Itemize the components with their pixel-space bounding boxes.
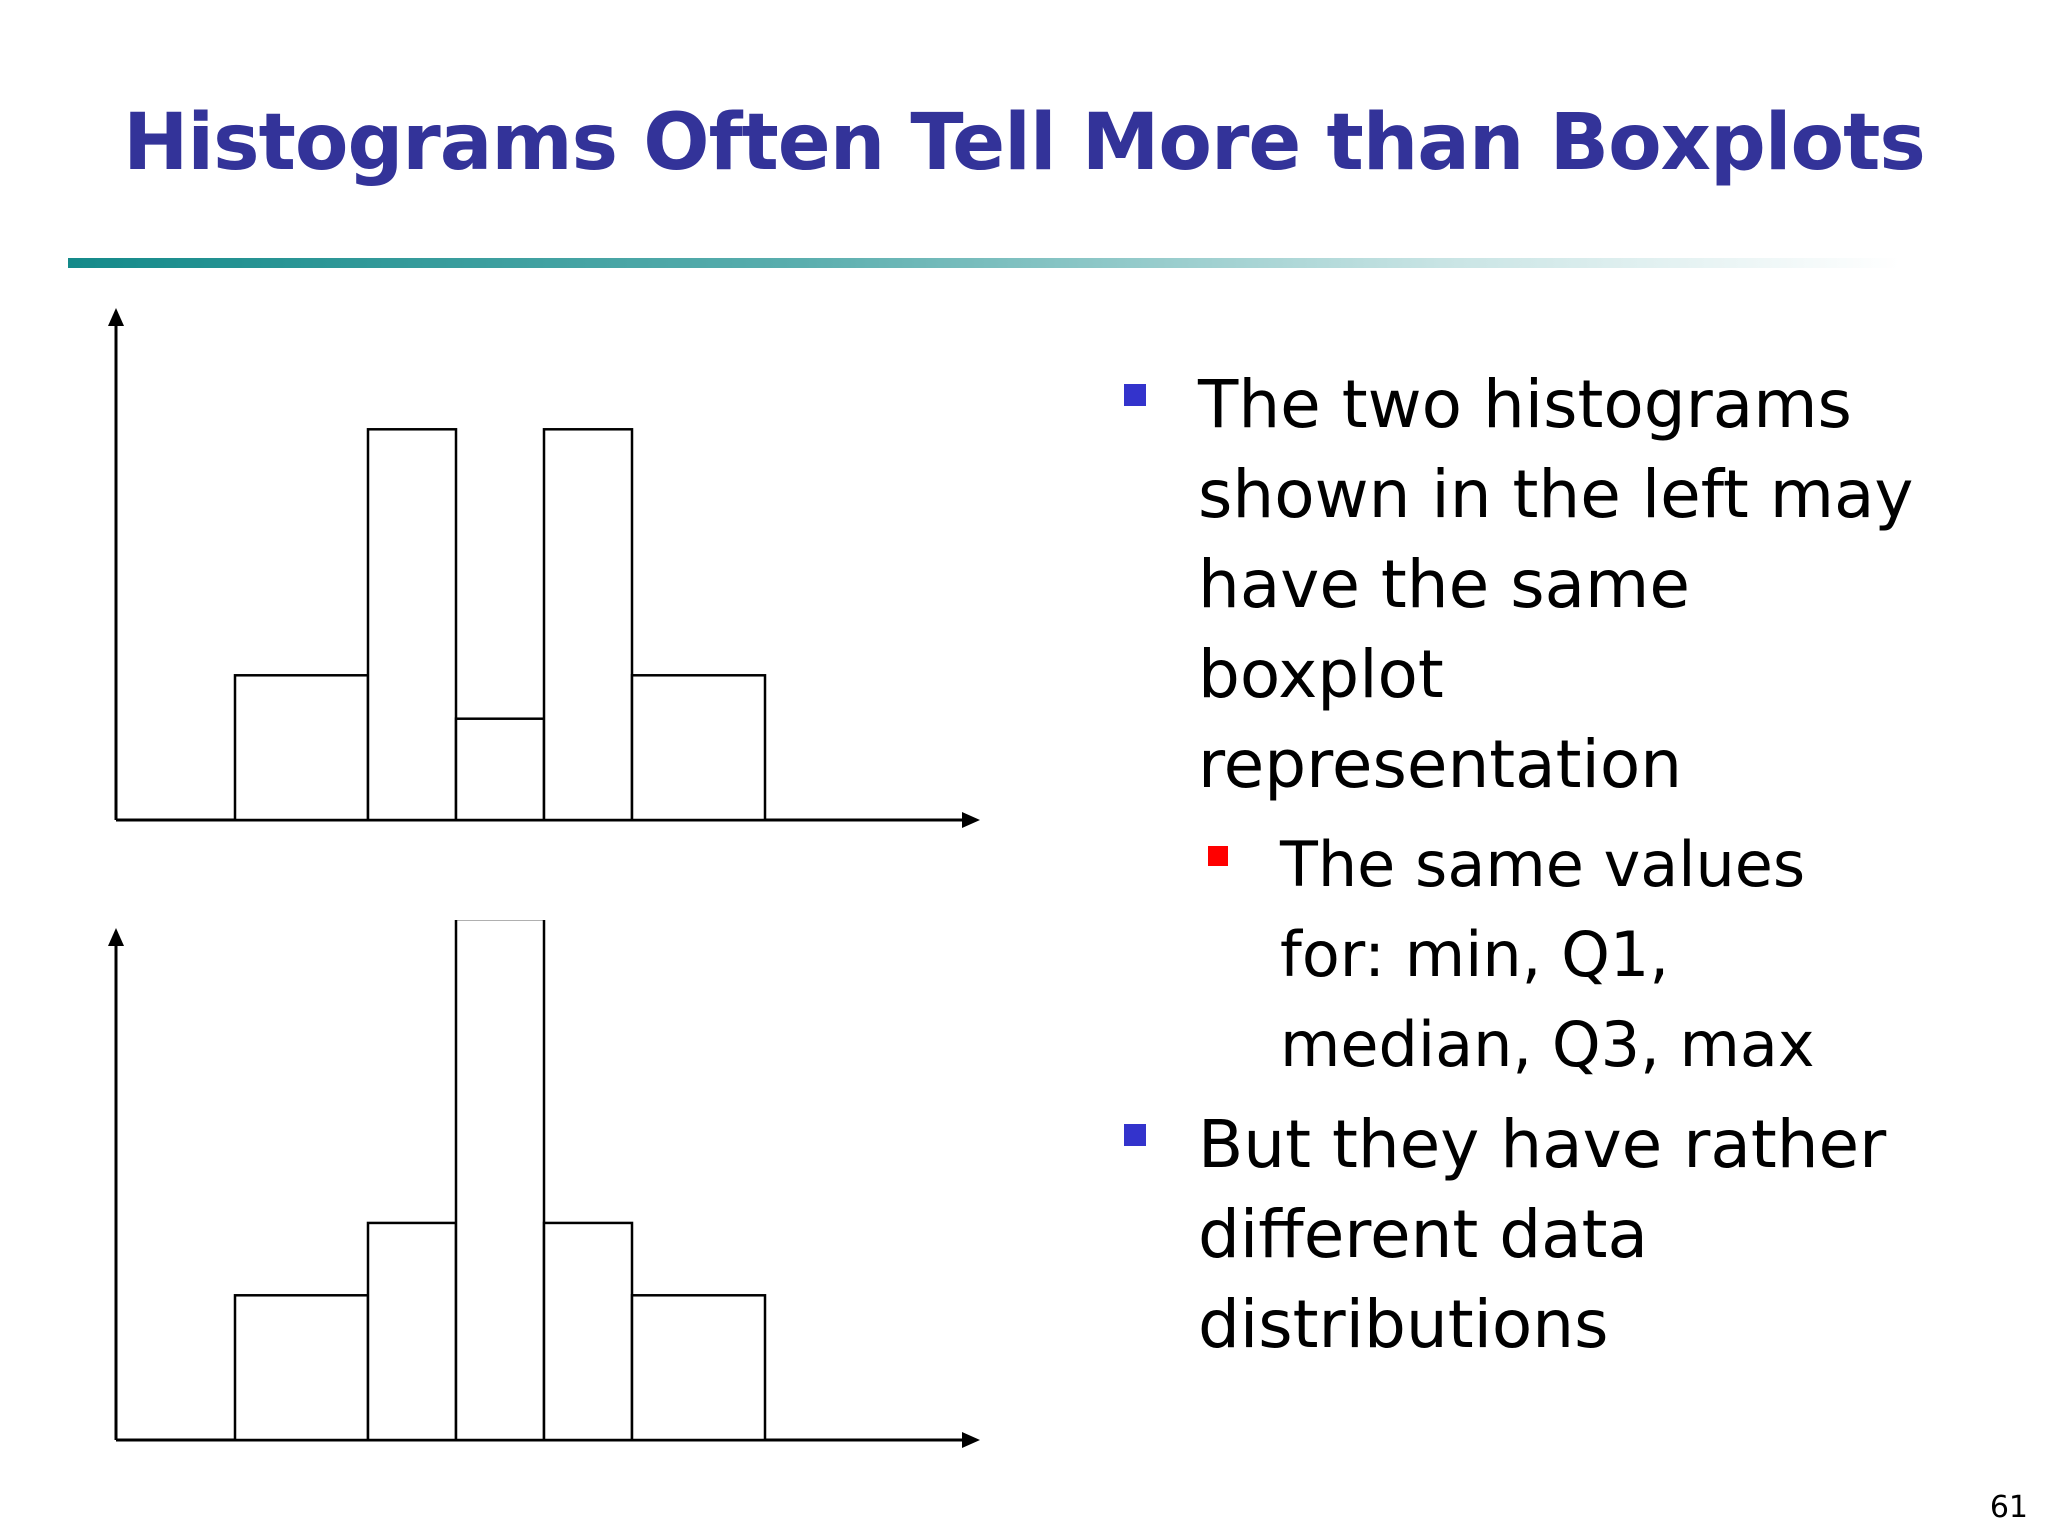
square-bullet-icon (1208, 846, 1228, 866)
histogram-bar (456, 719, 544, 820)
histogram-bottom (100, 920, 1000, 1480)
histogram-bar (632, 675, 765, 820)
histogram-bar (456, 920, 544, 1440)
y-axis-arrow-icon (108, 308, 124, 326)
sub-bullet-item (1208, 820, 2018, 1090)
slide-title: Histograms Often Tell More than Boxplots (123, 98, 1925, 188)
histogram-bar (235, 1295, 368, 1440)
histogram-bar (544, 1223, 632, 1440)
bullet-list (1118, 360, 2018, 1380)
histogram-bar (544, 429, 632, 820)
bullet-item (1118, 1100, 2018, 1370)
x-axis-arrow-icon (962, 1432, 980, 1448)
histogram-bar (368, 1223, 456, 1440)
title-divider (68, 258, 1900, 268)
sub-bullet-text: The same values for: min, Q1, median, Q3, max (1280, 828, 1815, 1081)
y-axis-arrow-icon (108, 928, 124, 946)
x-axis-arrow-icon (962, 812, 980, 828)
bullet-text: The two histograms shown in the left may have the same boxplot representation (1198, 366, 1914, 803)
histogram-bar (632, 1295, 765, 1440)
histogram-bar (235, 675, 368, 820)
histogram-bar (368, 429, 456, 820)
histogram-top (100, 300, 1000, 860)
bullet-item (1118, 360, 2018, 810)
square-bullet-icon (1124, 384, 1146, 406)
square-bullet-icon (1124, 1124, 1146, 1146)
page-number: 61 (1989, 1490, 2028, 1525)
bullet-text: But they have rather different data distributions (1198, 1106, 1887, 1363)
